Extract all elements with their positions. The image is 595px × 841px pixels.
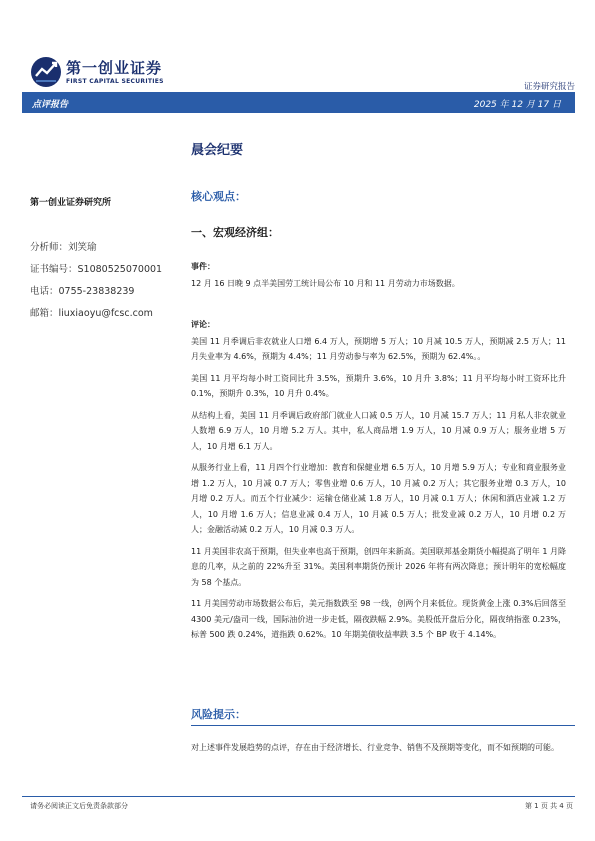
event-label: 事件： — [191, 262, 215, 271]
risk-text: 对上述事件发展趋势的点评，存在由于经济增长、行业竞争、销售不及预期等变化，而不如预期的可能。 — [191, 743, 559, 752]
comment-paragraph: 从结构上看，美国 11 月季调后政府部门就业人口减 0.5 万人，10 月减 15.7 万人；11 月私人非农就业人数增 6.9 万人，10 月增 5.2 万人。其中，私人商品增 1.9 万人，10 月减 0.9 万人；服务业增 5 万人，10 月增 6.1 万人。 — [191, 410, 566, 451]
company-name-en: FIRST CAPITAL SECURITIES — [66, 78, 164, 85]
risk-divider — [191, 725, 575, 726]
comment-paragraph: 从服务行业上看，11 月四个行业增加：教育和保健业增 6.5 万人，10 月增 5.9 万人；专业和商业服务业增 1.2 万人，10 月减 0.7 万人；零售业增 0.6 万人，10 月减 0.2 万人；其它服务业增 0.3 万人，10 月增 0.2 万人。而五个行业减少：运输仓储业减 1.8 万人，10 月减 0.1 万人；休闲和酒店业减 1.2 万人，10 月增 1.6 万人；信息业减 0.4 万人，10 月减 0.5 万人；批发业减 0.2 万人，10 月增 0.2 万人；金融活动减 0.2 万人，10 月减 0.3 万人。 — [191, 463, 566, 534]
core-views-heading: 核心观点： — [191, 190, 246, 203]
company-logo-icon — [30, 56, 62, 88]
sidebar — [30, 195, 180, 329]
footer-divider — [22, 796, 575, 797]
email-address: 邮箱：liuxiaoyu@fcsc.com — [30, 308, 153, 319]
report-category: 点评报告 — [32, 100, 69, 110]
comment-label: 评论： — [191, 319, 215, 329]
company-name-cn: 第一创业证券 — [66, 59, 163, 77]
institute-name: 第一创业证券研究所 — [30, 198, 112, 208]
risk-heading: 风险提示： — [191, 708, 246, 721]
event-text: 12 月 16 日晚 9 点半美国劳工统计局公布 10 月和 11 月劳动力市场数据。 — [191, 279, 460, 288]
page-number: 第 1 页 共 4 页 — [524, 802, 573, 810]
report-date: 2025 年 12 月 17 日 — [473, 100, 561, 110]
header-bar — [22, 92, 575, 113]
main-content — [191, 188, 566, 643]
analyst-name: 分析师：刘笑瑜 — [30, 242, 97, 253]
comment-paragraph: 美国 11 月平均每小时工资同比升 3.5%，预期升 3.6%，10 月升 3.8%；11 月平均每小时工资环比升 0.1%，预期升 0.3%，10 月升 0.4%。 — [191, 373, 566, 398]
report-title: 晨会纪要 — [191, 143, 244, 158]
certificate-number: 证书编号：S1080525070001 — [30, 264, 163, 275]
doc-type-label: 证券研究报告 — [523, 82, 575, 92]
comment-paragraph: 11 月美国劳动市场数据公布后，美元指数跌至 98 一线，创两个月来低位。现货黄金上涨 0.3%后回落至 4300 美元/盎司一线，国际油价进一步走低，隔夜跌幅 2.9%。美股低开盘后分化，隔夜纳指涨 0.23%，标普 500 跌 0.24%，道指跌 0.62%。10 年期美债收益率跌 3.5 个 BP 收于 4.14%。 — [191, 599, 566, 639]
company-logo — [30, 52, 170, 94]
phone-number: 电话：0755-23838239 — [30, 286, 135, 297]
comment-paragraph: 11 月美国非农高于预期，但失业率也高于预期，创四年来新高。美国联邦基金期货小幅提高了明年 1 月降息的几率，从之前的 22%升至 31%。美国利率期货仍预计 2026 年将有两次降息；预计明年的宽松幅度为 58 个基点。 — [191, 546, 566, 587]
comment-paragraph: 美国 11 月季调后非农就业人口增 6.4 万人，预期增 5 万人；10 月减 10.5 万人，预期减 2.5 万人；11 月失业率为 4.6%，预期为 4.4%；11 月劳动参与率为 62.5%，预期为 62.4%。。 — [191, 336, 566, 361]
footer-disclaimer: 请务必阅读正文后免责条款部分 — [30, 802, 128, 810]
macro-group-heading: 一、宏观经济组： — [191, 226, 279, 239]
